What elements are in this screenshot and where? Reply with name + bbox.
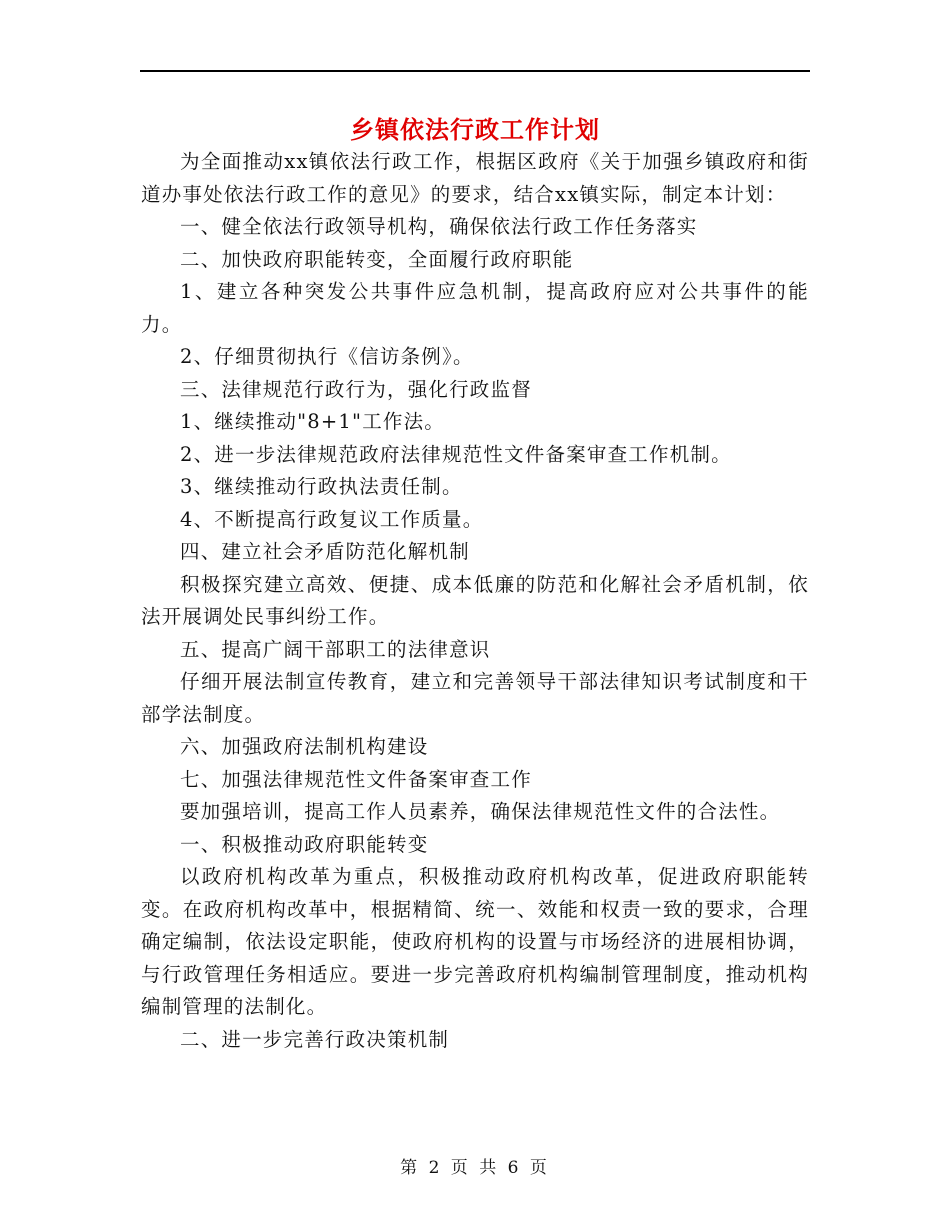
paragraph: 六、加强政府法制机构建设 [180, 735, 429, 758]
paragraph: 一、积极推动政府职能转变 [180, 832, 429, 856]
paragraph: 二、进一步完善行政决策机制 [180, 1027, 450, 1051]
paragraph: 1、建立各种突发公共事件应急机制，提高政府应对公共事件的能力。 [141, 280, 809, 336]
paragraph: 积极探究建立高效、便捷、成本低廉的防范和化解社会矛盾机制，依法开展调处民事纠纷工作。 [141, 572, 809, 628]
paragraph: 1、继续推动"8+1"工作法。 [180, 410, 445, 433]
paragraph: 要加强培训，提高工作人员素养，确保法律规范性文件的合法性。 [180, 800, 781, 823]
paragraph: 四、建立社会矛盾防范化解机制 [180, 540, 470, 563]
paragraph: 五、提高广阔干部职工的法律意识 [180, 637, 491, 661]
paragraph: 2、仔细贯彻执行《信访条例》。 [180, 345, 474, 368]
paragraph: 三、法律规范行政行为，强化行政监督 [180, 377, 532, 401]
paragraph: 2、进一步法律规范政府法律规范性文件备案审查工作机制。 [180, 442, 732, 466]
document-title: 乡镇依法行政工作计划 [350, 115, 600, 144]
paragraph: 七、加强法律规范性文件备案审查工作 [180, 767, 532, 791]
paragraph: 3、继续推动行政执法责任制。 [180, 475, 463, 498]
page-number: 第 2 页 共 6 页 [400, 1158, 550, 1178]
document-body [141, 146, 809, 1056]
paragraph: 仔细开展法制宣传教育，建立和完善领导干部法律知识考试制度和干部学法制度。 [141, 670, 809, 726]
paragraph: 以政府机构改革为重点，积极推动政府机构改革，促进政府职能转变。在政府机构改革中，根据精简、统一、效能和权责一致的要求，合理确定编制，依法设定职能，使政府机构的设置与市场经济的进展相协调，与行政管理任务相适应。要进一步完善政府机构编制管理制度，推动机构编制管理的法制化。 [141, 865, 809, 1018]
paragraph: 4、不断提高行政复议工作质量。 [180, 507, 484, 531]
paragraph: 二、加快政府职能转变，全面履行政府职能 [180, 247, 574, 271]
header-rule [140, 70, 810, 72]
paragraph: 一、健全依法行政领导机构，确保依法行政工作任务落实 [180, 215, 698, 238]
paragraph: 为全面推动xx镇依法行政工作，根据区政府《关于加强乡镇政府和街道办事处依法行政工作的意见》的要求，结合xx镇实际，制定本计划： [141, 150, 809, 206]
